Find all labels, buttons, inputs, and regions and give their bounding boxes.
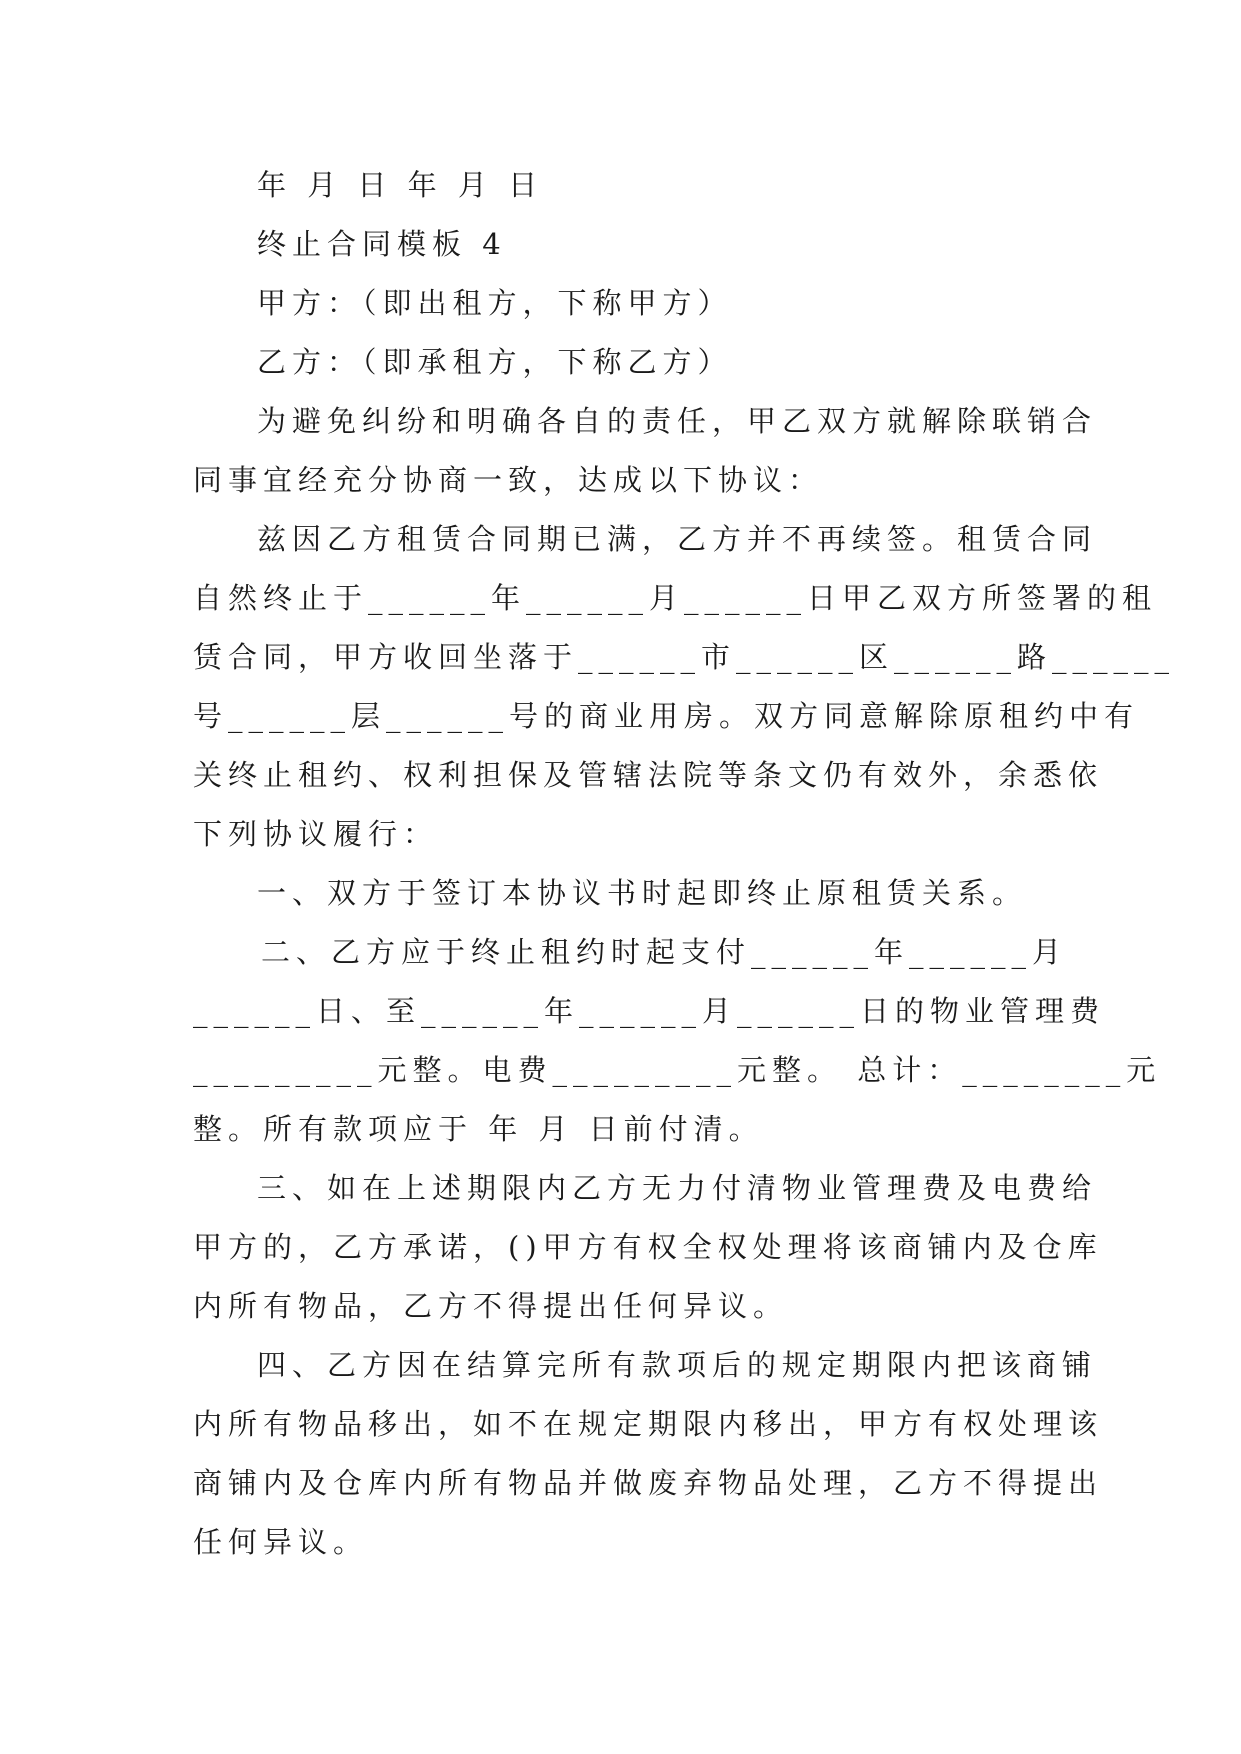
intro-paragraph-line: 同事宜经充分协商一致，达成以下协议： [193,463,824,497]
item-four-line: 任何异议。 [193,1525,369,1559]
item-three-line: 甲方的，乙方承诺，()甲方有权全权处理将该商铺内及仓库 [193,1230,1103,1264]
party-a-line: 甲方：（即出租方，下称甲方） [257,286,733,320]
item-three-line: 内所有物品，乙方不得提出任何异议。 [193,1289,789,1323]
document-title: 终止合同模板 4 [257,227,507,261]
item-four-line: 四、乙方因在结算完所有款项后的规定期限内把该商铺 [257,1348,1098,1382]
item-four-line: 商铺内及仓库内所有物品并做废弃物品处理，乙方不得提出 [193,1466,1104,1500]
intro-paragraph-line: 为避免纠纷和明确各自的责任，甲乙双方就解除联销合 [257,404,1098,438]
item-two-line: 二、乙方应于终止租约时起支付______年______月 [261,935,1068,969]
clause-paragraph-line: 兹因乙方租赁合同期已满，乙方并不再续签。租赁合同 [257,522,1098,556]
date-line: 年 月 日 年 月 日 [257,168,544,202]
clause-paragraph-line: 下列协议履行： [193,817,439,851]
clause-paragraph-line: 赁合同，甲方收回坐落于______市______区______路______ [193,640,1176,674]
party-b-line: 乙方：（即承租方，下称乙方） [257,345,733,379]
item-one: 一、双方于签订本协议书时起即终止原租赁关系。 [257,876,1028,910]
clause-paragraph-line: 号______层______号的商业用房。双方同意解除原租约中有 [193,699,1140,733]
clause-paragraph-line: 自然终止于______年______月______日甲乙双方所签署的租 [193,581,1158,615]
item-four-line: 内所有物品移出，如不在规定期限内移出，甲方有权处理该 [193,1407,1104,1441]
item-three-line: 三、如在上述期限内乙方无力付清物业管理费及电费给 [257,1171,1098,1205]
document-body [193,156,1176,1572]
item-two-line: 整。所有款项应于 年 月 日前付清。 [193,1112,764,1146]
item-two-line: _________元整。电费_________元整。 总计：________元 [193,1053,1162,1087]
item-two-line: ______日、至______年______月______日的物业管理费 [193,994,1106,1028]
clause-paragraph-line: 关终止租约、权利担保及管辖法院等条文仍有效外，余悉依 [193,758,1104,792]
